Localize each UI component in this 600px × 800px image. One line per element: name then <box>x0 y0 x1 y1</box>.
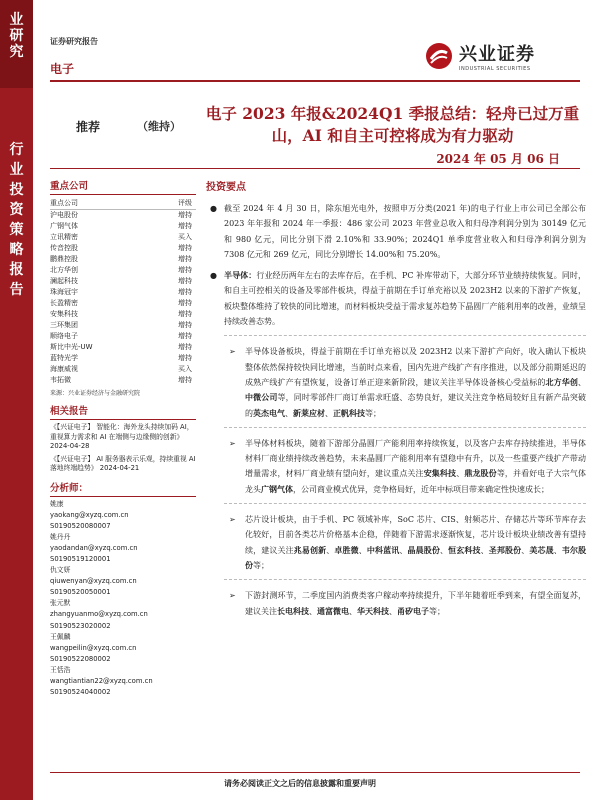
table-row <box>50 232 196 243</box>
rating-label: 推荐 <box>76 120 101 134</box>
section-divider <box>224 503 586 504</box>
company-name: 三环集团 <box>50 320 78 329</box>
analyst-id: S0190519120001 <box>50 554 111 563</box>
analyst-name: 张元默 <box>50 599 71 608</box>
side-band <box>0 0 33 800</box>
company-rating: 增持 <box>178 298 192 307</box>
analyst-id: S0190520050001 <box>50 588 111 597</box>
chip-design-subsection: ➢ 芯片设计板块，由于手机、PC 领域补库，SoC 芯片、CIS、射频芯片、存储芯片等环节库存去化较好，目前各类芯片价格基本企稳，伴随着下游需求逐渐恢复，芯片设计板块业绩改善有望持续，建议关注兆易创新、卓胜微、中科蓝讯、晶晨股份、恒玄科技、圣邦股份、美芯晟、韦尔股份等； <box>206 512 586 573</box>
report-title: 电子 2023 年报&2024Q1 季报总结：轻舟已过万重山，AI 和自主可控将成为有力驱动 <box>205 104 580 145</box>
report-date: 2024 年 05 月 06 日 <box>436 152 560 166</box>
company-rating: 增持 <box>178 320 192 329</box>
arrow-icon: ➢ <box>229 347 236 357</box>
column-header-rating: 评级 <box>153 197 196 210</box>
company-name: 鹏鼎控股 <box>50 254 78 263</box>
header-divider <box>50 80 580 82</box>
key-companies-heading: 重点公司 <box>50 178 196 195</box>
company-rating: 增持 <box>178 342 192 351</box>
analyst-id: S0190520080007 <box>50 521 111 530</box>
analyst-name: 仇文妍 <box>50 566 71 575</box>
arrow-icon: ➢ <box>229 591 236 601</box>
analyst-id: S0190522080002 <box>50 654 111 663</box>
table-row <box>50 210 196 222</box>
analyst-name: 姚丹丹 <box>50 532 71 541</box>
related-report[interactable]: 《【兴证电子】 AI 服务器表示乐观，持续重视 AI 落地终端趋势》 2024-04-21 <box>50 454 196 472</box>
company-name: 顺络电子 <box>50 331 78 340</box>
analyst-list <box>50 499 196 699</box>
table-row <box>50 353 196 364</box>
key-companies-table <box>50 197 196 386</box>
analyst-email[interactable]: wangtiantian22@xyzq.com.cn <box>50 677 153 685</box>
related-report[interactable]: 《【兴证电子】 智能化：海外龙头持续加码 AI，重视算力需求和 AI 在端侧与边缘侧的创新》 2024-04-28 <box>50 423 194 450</box>
company-name: 珠海冠宇 <box>50 287 78 296</box>
analyst-email[interactable]: zhangyuanmo@xyzq.com.cn <box>50 610 148 619</box>
analyst-email[interactable]: qiuwenyan@xyzq.com.cn <box>50 577 137 586</box>
analyst-name: 王佩麟 <box>50 632 71 641</box>
analysts-heading: 分析师： <box>50 480 196 497</box>
table-row <box>50 243 196 254</box>
section-divider <box>224 335 586 336</box>
company-name: 安集科技 <box>50 309 78 318</box>
company-rating: 买入 <box>178 364 192 373</box>
industry-label: 电子 <box>50 62 75 76</box>
packaging-subsection: ➢ 下游封测环节，二季度国内消费类客户稼动率持续提升，下半年随着旺季到来，有望全面复苏，建议关注长电科技、通富微电、华天科技、甬矽电子等； <box>206 588 586 619</box>
table-row <box>50 309 196 320</box>
analyst-id: S0190524040002 <box>50 688 111 697</box>
company-rating: 增持 <box>178 243 192 252</box>
analyst-email[interactable]: yaokang@xyzq.com.cn <box>50 510 129 519</box>
table-row <box>50 298 196 309</box>
company-name: 澜起科技 <box>50 276 78 285</box>
company-rating: 增持 <box>178 210 192 219</box>
analyst-email[interactable]: yaodandan@xyzq.com.cn <box>50 543 138 552</box>
section-divider <box>224 579 586 580</box>
company-name: 斯比中光-UW <box>50 342 93 351</box>
company-rating: 增持 <box>178 287 192 296</box>
company-name: 广钢气体 <box>50 221 78 230</box>
table-row <box>50 375 196 386</box>
report-type: 证券研究报告 <box>50 37 98 46</box>
bullet-icon: ● <box>210 204 217 213</box>
table-row <box>50 342 196 353</box>
title-divider <box>50 168 580 169</box>
logo-icon <box>425 42 453 70</box>
company-name: 传音控股 <box>50 243 78 252</box>
side-band-category-text: 行 业 投 资 策 略 报 告 <box>9 142 24 298</box>
table-row <box>50 276 196 287</box>
company-logo <box>425 40 535 72</box>
logo-text-en: INDUSTRIAL SECURITIES <box>459 66 531 72</box>
analyst-name: 姚康 <box>50 499 64 508</box>
bullet-icon: ● <box>210 271 217 281</box>
related-reports-heading: 相关报告 <box>50 403 196 420</box>
table-row <box>50 364 196 375</box>
company-rating: 增持 <box>178 221 192 230</box>
table-source: 来源：兴业证券经济与金融研究院 <box>50 390 141 397</box>
column-header-company: 重点公司 <box>50 197 153 210</box>
main-content <box>206 178 586 619</box>
equipment-subsection: ➢ 半导体设备板块，得益于前期在手订单充裕以及 2023H2 以来下游扩产向好，收入确认下板块整体依然保持较快同比增速，当前时点来看，国内先进产线扩产有序推进，以及部分前期延迟的成熟产线扩产有望恢复，设备订单正迎来新阶段，建议关注半导体设备核心受益标的北方华创、中微公司等，同时零部件厂商订单需求旺盛、态势良好，建议关注竞争格局较好且有新产品突破的英杰电气、新莱应材、正帆科技等； <box>206 344 586 420</box>
table-header-row <box>50 197 196 210</box>
table-row <box>50 254 196 265</box>
table-row <box>50 320 196 331</box>
footer-divider <box>50 772 580 773</box>
company-rating: 增持 <box>178 331 192 340</box>
company-rating: 增持 <box>178 353 192 362</box>
company-name: 长盈精密 <box>50 298 78 307</box>
analyst-id: S0190523020002 <box>50 621 111 630</box>
company-name: 海康威视 <box>50 364 78 373</box>
company-rating: 买入 <box>178 232 192 241</box>
section-divider <box>224 427 586 428</box>
table-row <box>50 287 196 298</box>
rating-note: （维持） <box>137 120 181 133</box>
analyst-name: 王恬浩 <box>50 665 71 674</box>
arrow-icon: ➢ <box>229 438 236 448</box>
company-rating: 增持 <box>178 254 192 263</box>
semiconductor-paragraph: ● 半导体：行业经历两年左右的去库存后，在手机、PC 补库带动下，大部分环节业绩持续恢复。同时，和自主可控相关的设备及零部件板块，得益于前期在手订单充裕以及 2023H2 以来的下游扩产恢复，板块整体维持了较快的同比增速，而材料板块受益于需求复苏趋势下晶圆厂产能利用率的改善，业绩呈持续改善态势。 <box>210 270 587 327</box>
investment-highlights-heading: 投资要点 <box>206 182 246 193</box>
company-name: 蓝特光学 <box>50 353 78 362</box>
table-row <box>50 221 196 232</box>
company-name: 沪电股份 <box>50 210 78 219</box>
company-name: 韦拓微 <box>50 375 71 384</box>
company-rating: 增持 <box>178 309 192 318</box>
company-rating: 增持 <box>178 375 192 384</box>
company-rating: 增持 <box>178 265 192 274</box>
company-name: 立讯精密 <box>50 232 78 241</box>
footer-disclaimer: 请务必阅读正文之后的信息披露和重要声明 <box>224 779 376 788</box>
table-row <box>50 331 196 342</box>
analyst-email[interactable]: wangpeilin@xyzq.com.cn <box>50 643 137 652</box>
table-row <box>50 265 196 276</box>
sidebar <box>50 178 196 698</box>
side-band-top-text: 业 研 究 <box>9 12 24 60</box>
summary-paragraph: ● 截至 2024 年 4 月 30 日，除东旭光电外，按照申万分类(2021 年)的电子行业上市公司已全部公布 2023 年年报和 2024 年一季报：486 家公司 2023 年营业总收入和归母净利润分别为 30149 亿元和 980 亿元，同比分别下滑 2.10%和 33.90%；2024Q1 单季度营业收入和归母净利润分别为 7308 亿元和 269 亿元，同比分别增长 14.00%和 75.20%。 <box>206 201 586 262</box>
arrow-icon: ➢ <box>229 515 236 525</box>
company-name: 北方华创 <box>50 265 78 274</box>
logo-text-cn: 兴业证券 <box>459 44 535 65</box>
company-rating: 增持 <box>178 276 192 285</box>
materials-subsection: ➢ 半导体材料板块，随着下游部分晶圆厂产能利用率持续恢复，以及客户去库存持续推进，半导体材料厂商业绩持续改善趋势，未来晶圆厂产能利用率有望稳中有升，以及一些重要产线扩产带动增量需求，材料厂商业绩有望向好，建议重点关注安集科技、鼎龙股份等，并看好电子大宗气体龙头广钢气体，公司商业模式优异，竞争格局好，近年中标项目带来确定性快速成长； <box>206 436 586 497</box>
